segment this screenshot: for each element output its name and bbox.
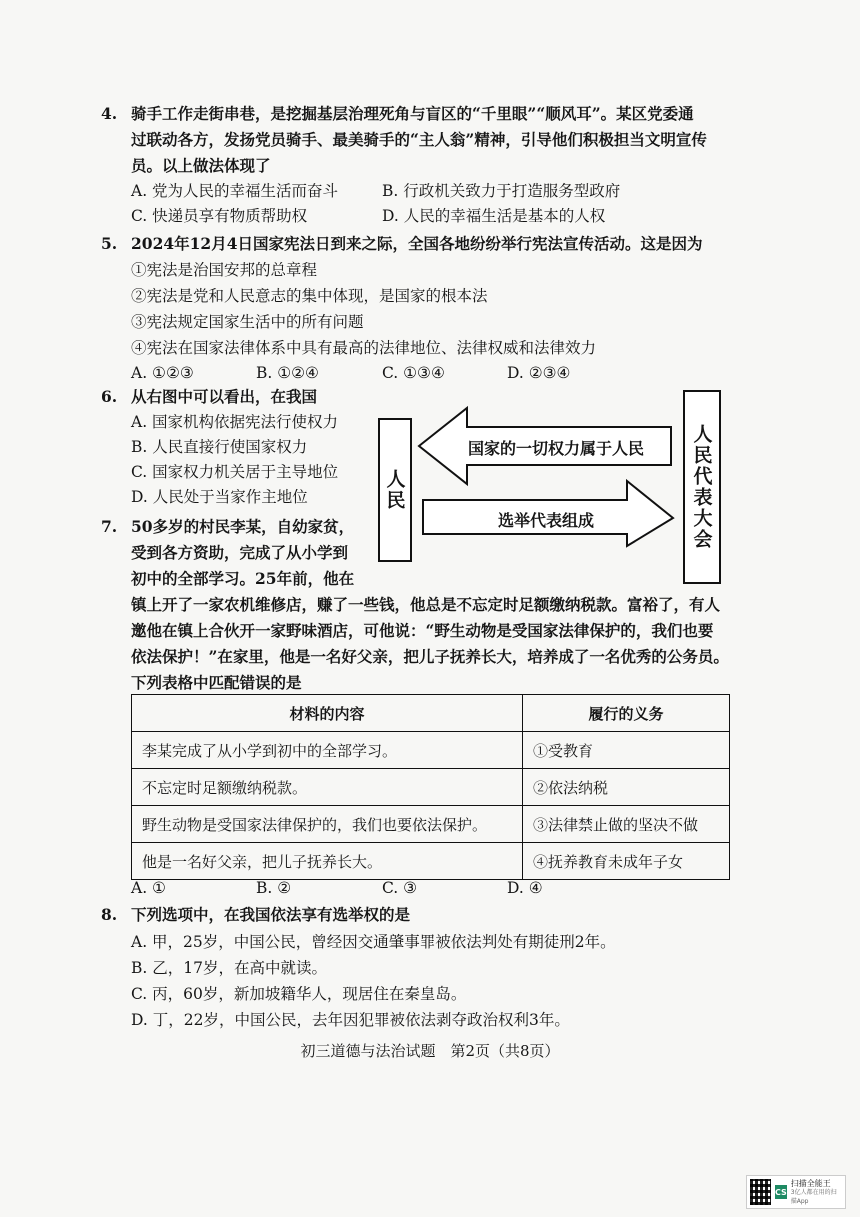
q6-option-c: C. 国家权力机关居于主导地位 (131, 463, 339, 481)
q8-option-a: A. 甲，25岁，中国公民，曾经因交通肇事罪被依法判处有期徒刑2年。 (131, 933, 616, 951)
q6-option-a: A. 国家机构依据宪法行使权力 (131, 413, 339, 431)
table-row (132, 843, 730, 880)
q4-option-c: C. 快递员享有物质帮助权 (131, 207, 308, 225)
q4-option-b: B. 行政机关致力于打造服务型政府 (382, 182, 621, 200)
q6-stem: 从右图中可以看出，在我国 (131, 387, 318, 406)
q7-line-6: 依法保护！”在家里，他是一名好父亲，把儿子抚养长大，培养成了一名优秀的公务员。 (131, 647, 729, 666)
table-cell-content: 他是一名好父亲，把儿子抚养长大。 (132, 843, 523, 880)
q5-option-d: D. ②③④ (507, 364, 571, 382)
table-header-duty: 履行的义务 (523, 695, 730, 732)
q8-option-b: B. 乙，17岁，在高中就读。 (131, 959, 327, 977)
q7-line-2: 受到各方资助，完成了从小学到 (131, 543, 349, 562)
q4-option-d: D. 人民的幸福生活是基本的人权 (382, 207, 606, 225)
table-cell-content: 野生动物是受国家法律保护的，我们也要依法保护。 (132, 806, 523, 843)
q5-item-4: ④宪法在国家法律体系中具有最高的法律地位、法律权威和法律效力 (131, 339, 597, 357)
q7-line-5: 邀他在镇上合伙开一家野味酒店，可他说：“野生动物是受国家法律保护的，我们也要 (131, 621, 714, 640)
q5-option-a: A. ①②③ (131, 364, 194, 382)
q7-option-d: D. ④ (507, 879, 543, 897)
q6-option-b: B. 人民直接行使国家权力 (131, 438, 308, 456)
q8-option-d: D. 丁，22岁，中国公民，去年因犯罪被依法剥夺政治权利3年。 (131, 1011, 570, 1029)
q4-option-a: A. 党为人民的幸福生活而奋斗 (131, 182, 339, 200)
table-cell-content: 李某完成了从小学到初中的全部学习。 (132, 732, 523, 769)
table-row (132, 806, 730, 843)
q8-stem: 下列选项中，在我国依法享有选举权的是 (131, 905, 411, 924)
arrow-bottom-label: 选举代表组成 (498, 511, 595, 530)
q7-option-c: C. ③ (382, 879, 418, 897)
q7-line-7: 下列表格中匹配错误的是 (131, 673, 302, 692)
q5-item-1: ①宪法是治国安邦的总章程 (131, 261, 318, 279)
table-cell-content: 不忘定时足额缴纳税款。 (132, 769, 523, 806)
q5-item-3: ③宪法规定国家生活中的所有问题 (131, 313, 364, 331)
scanner-text (791, 1179, 842, 1206)
table-cell-duty: ③法律禁止做的坚决不做 (523, 806, 730, 843)
people-box-label: 人民 (383, 469, 406, 511)
scanner-tagline: 3亿人都在用的扫描App (790, 1188, 837, 1205)
scanner-badge (746, 1175, 846, 1209)
q8-option-c: C. 丙，60岁，新加坡籍华人，现居住在秦皇岛。 (131, 985, 467, 1003)
q7-number: 7. (101, 517, 118, 536)
scanner-name: 扫描全能王 (790, 1178, 831, 1188)
q7-line-3: 初中的全部学习。25年前，他在 (131, 569, 355, 588)
q7-line-1: 50多岁的村民李某，自幼家贫， (131, 517, 355, 536)
table-cell-duty: ②依法纳税 (523, 769, 730, 806)
q5-number: 5. (101, 234, 118, 253)
q7-option-b: B. ② (256, 879, 292, 897)
qr-code-icon (750, 1179, 771, 1205)
q4-number: 4. (101, 104, 118, 123)
people-box (378, 418, 412, 562)
q6-number: 6. (101, 387, 118, 406)
q4-line-1: 骑手工作走街串巷，是挖掘基层治理死角与盲区的“千里眼”“顺风耳”。某区党委通 (131, 104, 694, 123)
table-cell-duty: ①受教育 (523, 732, 730, 769)
table-cell-duty: ④抚养教育未成年子女 (523, 843, 730, 880)
npc-box (683, 390, 721, 584)
npc-box-label: 人民代表大会 (690, 424, 713, 550)
page-footer: 初三道德与法治试题 第2页（共8页） (300, 1042, 560, 1060)
q6-option-d: D. 人民处于当家作主地位 (131, 488, 308, 506)
q7-option-a: A. ① (131, 879, 166, 897)
scanner-logo: CS (775, 1185, 787, 1199)
q7-line-4: 镇上开了一家农机维修店，赚了一些钱，他总是不忘定时足额缴纳税款。富裕了，有人 (131, 595, 721, 614)
q5-item-2: ②宪法是党和人民意志的集中体现，是国家的根本法 (131, 287, 488, 305)
q7-table (131, 694, 730, 880)
arrow-top-label: 国家的一切权力属于人民 (468, 439, 645, 458)
table-row (132, 732, 730, 769)
q8-number: 8. (101, 905, 118, 924)
q5-stem: 2024年12月4日国家宪法日到来之际，全国各地纷纷举行宪法宣传活动。这是因为 (131, 234, 703, 253)
q5-option-b: B. ①②④ (256, 364, 319, 382)
q5-option-c: C. ①③④ (382, 364, 445, 382)
q4-line-3: 员。以上做法体现了 (131, 156, 271, 175)
table-row (132, 769, 730, 806)
table-header-row (132, 695, 730, 732)
table-header-content: 材料的内容 (132, 695, 523, 732)
q4-line-2: 过联动各方，发扬党员骑手、最美骑手的“主人翁”精神，引导他们积极担当文明宣传 (131, 130, 707, 149)
